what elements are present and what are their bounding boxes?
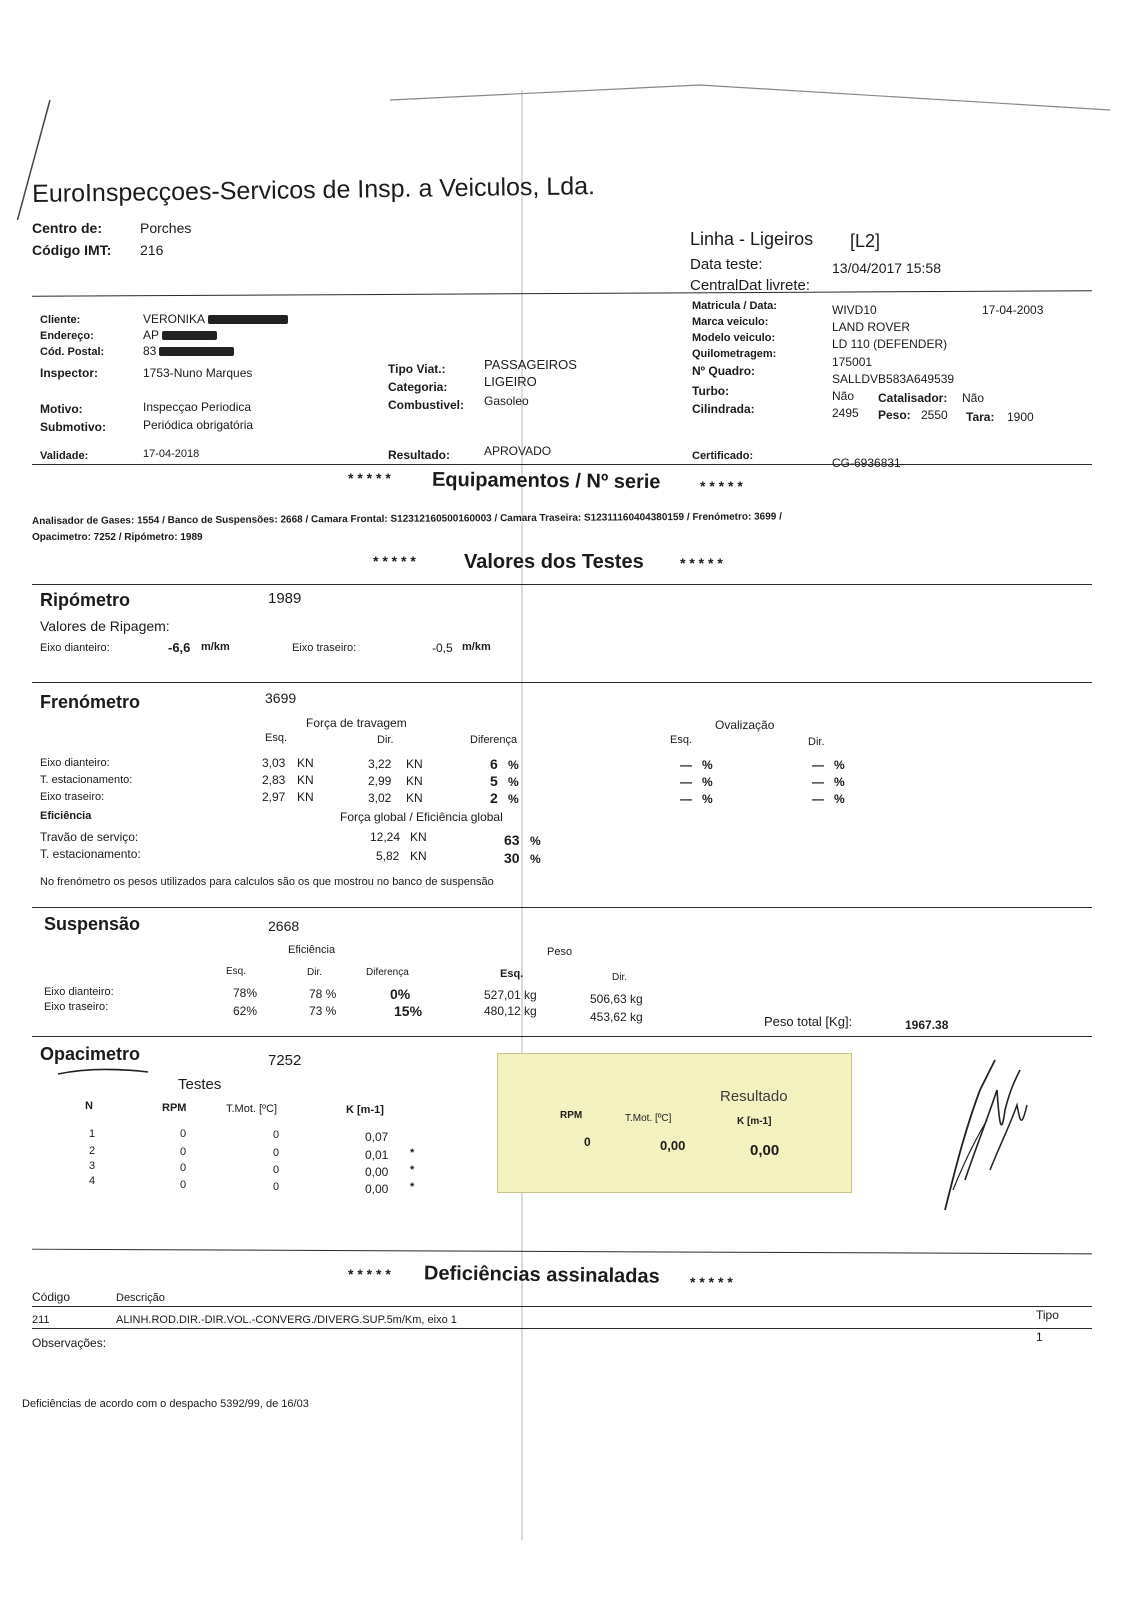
def-footer: Deficiências de acordo com o despacho 5392/99, de 16/03	[22, 1398, 309, 1410]
opac-result-title: Resultado	[720, 1088, 788, 1105]
opac-result-k-value: 0,00	[750, 1142, 780, 1159]
fren-row-oval-dir: —	[812, 792, 824, 806]
imt-label: Código IMT:	[32, 242, 112, 258]
postal-value: 83	[143, 344, 234, 358]
km-label: Quilometragem:	[692, 348, 777, 360]
fren-row-oval-dir-pct: %	[834, 792, 845, 806]
fren-ovalizacao-header: Ovalização	[715, 718, 775, 732]
opac-result-box	[497, 1053, 852, 1193]
fold-line	[521, 90, 523, 1540]
fren-row-esq: 2,97	[262, 790, 286, 804]
cliente-value: VERONIKA	[143, 312, 288, 326]
susp-row-dir: 73 %	[309, 1004, 337, 1018]
suspensao-title: Suspensão	[44, 914, 141, 934]
imt-value: 216	[140, 242, 164, 258]
matricula-value: WIVD10	[832, 303, 877, 317]
fren-diff-header: Diferença	[470, 734, 518, 746]
fren-row-oval-esq-pct: %	[702, 792, 713, 806]
resultado-label: Resultado:	[388, 448, 451, 462]
fren-global-header: Força global / Eficiência global	[340, 810, 503, 824]
susp-peso-header: Peso	[547, 946, 573, 958]
fren-esq-header: Esq.	[265, 732, 288, 744]
certificado-label: Certificado:	[692, 450, 754, 462]
fren-row-oval-dir: —	[812, 758, 824, 772]
catalisador-label: Catalisador:	[878, 391, 948, 405]
opac-row-rpm: 0	[180, 1128, 187, 1140]
inspector-value: 1753-Nuno Marques	[143, 366, 253, 380]
categoria-label: Categoria:	[388, 380, 448, 394]
fren-row-dir: 3,22	[368, 757, 392, 771]
susp-peso-total-value: 1967.38	[905, 1018, 949, 1032]
divider-client	[32, 464, 1092, 465]
divider-suspensao	[32, 907, 1092, 908]
fren-row-oval-dir-pct: %	[834, 775, 845, 789]
linha-code: [L2]	[850, 231, 881, 251]
fren-row-esq-unit: KN	[297, 756, 314, 770]
fren-oval-esq-header: Esq.	[670, 734, 693, 746]
fren-row-diff: 2	[490, 790, 498, 806]
redaction-bar	[162, 331, 217, 340]
susp-row-diff: 15%	[394, 1003, 423, 1019]
turbo-value: Não	[832, 389, 855, 403]
fren-row-oval-esq: —	[680, 758, 692, 772]
fren-row-esq-unit: KN	[297, 773, 314, 787]
fren-row-oval-esq: —	[680, 775, 692, 789]
fren-row-label: Eixo dianteiro:	[40, 757, 110, 769]
linha-label: Linha - Ligeiros	[690, 229, 814, 249]
opac-row-rpm: 0	[180, 1179, 187, 1191]
data-teste-label: Data teste:	[690, 256, 763, 273]
susp-row-dir: 78 %	[309, 987, 337, 1001]
fren-row-oval-esq: —	[680, 792, 692, 806]
def-descricao-label: Descrição	[116, 1292, 165, 1304]
susp-row-peso-esq: 480,12 kg	[484, 1004, 537, 1018]
fren-row-oval-dir: —	[812, 775, 824, 789]
opac-row-n: 2	[89, 1145, 96, 1157]
def-stars-right: * * * * *	[690, 1274, 733, 1290]
catalisador-value: Não	[962, 391, 985, 405]
divider-opacimetro	[32, 1036, 1092, 1037]
susp-row-label: Eixo dianteiro:	[44, 986, 114, 998]
opac-row-n: 4	[89, 1175, 96, 1187]
marca-label: Marca veiculo:	[692, 316, 769, 328]
opac-result-tmot-header: T.Mot. [ºC]	[625, 1113, 672, 1124]
opac-row-rpm: 0	[180, 1146, 187, 1158]
suspensao-serial: 2668	[268, 918, 300, 934]
fren-note: No frenómetro os pesos utilizados para calculos são os que mostrou no banco de suspensão	[40, 876, 494, 888]
rip-front-value: -6,6	[168, 640, 191, 655]
fren-row-oval-dir-pct: %	[834, 758, 845, 772]
fren-row-dir-unit: KN	[406, 791, 423, 805]
divider-ripometro	[32, 584, 1092, 585]
valores-title: Valores dos Testes	[464, 551, 644, 573]
rip-rear-value: -0,5	[432, 641, 453, 655]
divider-deficiencias	[32, 1249, 1092, 1255]
fren-row-esq: 2,83	[262, 773, 286, 787]
opac-row-mark: *	[410, 1147, 415, 1159]
validade-label: Validade:	[40, 450, 89, 462]
central-label: CentralDat livrete:	[690, 277, 811, 294]
data-teste-value: 13/04/2017 15:58	[832, 260, 941, 276]
opac-row-mark: *	[410, 1164, 415, 1176]
fren-row-oval-esq-pct: %	[702, 758, 713, 772]
opac-row-k: 0,01	[365, 1148, 389, 1162]
rip-rear-unit: m/km	[462, 641, 491, 653]
opac-row-tmot: 0	[273, 1164, 280, 1176]
divider-header	[32, 290, 1092, 297]
inspector-label: Inspector:	[40, 366, 99, 380]
fren-row-dir-unit: KN	[406, 757, 423, 771]
handwritten-signature	[935, 1050, 1045, 1220]
fren-estac-pct: %	[530, 852, 541, 866]
def-tipo-label: Tipo	[1036, 1308, 1059, 1322]
rip-front-unit: m/km	[201, 641, 230, 653]
opac-testes: Testes	[178, 1076, 222, 1093]
frenometro-serial: 3699	[265, 690, 297, 706]
susp-row-peso-esq: 527,01 kg	[484, 988, 537, 1002]
fren-forca-header: Força de travagem	[306, 716, 407, 730]
certificado-value: CG-6936831	[832, 456, 901, 470]
fren-row-oval-esq-pct: %	[702, 775, 713, 789]
opac-h-rpm: RPM	[162, 1102, 187, 1114]
redaction-bar	[159, 347, 234, 356]
validade-value: 17-04-2018	[143, 448, 200, 460]
opac-row-n: 3	[89, 1160, 96, 1172]
fren-servico-unit: KN	[410, 830, 427, 844]
fren-row-label: T. estacionamento:	[40, 774, 133, 786]
def-codigo-label: Código	[32, 1290, 71, 1304]
susp-diff-header: Diferença	[366, 967, 409, 978]
opac-row-k: 0,07	[365, 1130, 389, 1144]
opac-row-mark: *	[410, 1181, 415, 1193]
modelo-label: Modelo veiculo:	[692, 332, 776, 344]
opac-result-rpm-header: RPM	[560, 1110, 583, 1121]
modelo-value: LD 110 (DEFENDER)	[832, 337, 948, 351]
tara-value: 1900	[1007, 410, 1034, 424]
divider-frenometro	[32, 682, 1092, 683]
fren-estac-unit: KN	[410, 849, 427, 863]
opac-h-tmot: T.Mot. [ºC]	[226, 1103, 278, 1115]
susp-row-peso-dir: 506,63 kg	[590, 992, 643, 1006]
susp-peso-esq-header: Esq.	[500, 968, 524, 980]
cilindrada-label: Cilindrada:	[692, 402, 755, 416]
frenometro-title: Frenómetro	[40, 692, 141, 712]
def-stars-left: * * * * *	[348, 1266, 391, 1282]
fren-estac-forca: 5,82	[376, 849, 400, 863]
cilindrada-value: 2495	[832, 406, 859, 420]
combustivel-label: Combustivel:	[388, 398, 465, 412]
combustivel-value: Gasoleo	[484, 394, 529, 408]
fren-eficiencia-label: Eficiência	[40, 810, 92, 822]
opac-row-tmot: 0	[273, 1129, 280, 1141]
resultado-value: APROVADO	[484, 444, 552, 458]
ripometro-title: Ripómetro	[40, 590, 130, 610]
fren-row-esq-unit: KN	[297, 790, 314, 804]
fren-row-diff-pct: %	[508, 758, 519, 772]
susp-peso-total-label: Peso total [Kg]:	[764, 1014, 853, 1029]
fren-row-diff-pct: %	[508, 792, 519, 806]
def-tipo: 1	[1036, 1330, 1043, 1344]
centro-value: Porches	[140, 220, 192, 236]
tara-label: Tara:	[966, 410, 995, 424]
susp-row-esq: 78%	[233, 986, 258, 1000]
susp-esq-header: Esq.	[226, 966, 247, 977]
divider-def-header	[32, 1306, 1092, 1307]
def-desc: ALINH.ROD.DIR.-DIR.VOL.-CONVERG./DIVERG.SUP.5m/Km, eixo 1	[116, 1314, 457, 1326]
marca-value: LAND ROVER	[832, 320, 911, 334]
centro-label: Centro de:	[32, 220, 102, 236]
fren-dir-header: Dir.	[377, 734, 394, 746]
matricula-date: 17-04-2003	[982, 303, 1044, 317]
equipamentos-line2: Opacimetro: 7252 / Ripómetro: 1989	[32, 532, 203, 543]
redaction-bar	[208, 315, 288, 324]
fren-servico-label: Travão de serviço:	[40, 830, 139, 844]
opacimetro-title: Opacimetro	[40, 1044, 141, 1064]
fren-row-esq: 3,03	[262, 756, 286, 770]
fren-row-diff-pct: %	[508, 775, 519, 789]
fren-oval-dir-header: Dir.	[808, 736, 825, 748]
equipamentos-stars-right: * * * * *	[700, 478, 743, 494]
fren-row-diff: 5	[490, 773, 498, 789]
opac-row-tmot: 0	[273, 1147, 280, 1159]
peso-label: Peso:	[878, 408, 911, 422]
fren-servico-ef: 63	[504, 832, 520, 848]
motivo-label: Motivo:	[40, 402, 83, 416]
motivo-value: Inspecçao Periodica	[143, 400, 252, 414]
susp-row-diff: 0%	[390, 986, 411, 1002]
susp-row-peso-dir: 453,62 kg	[590, 1010, 643, 1024]
susp-row-esq: 62%	[233, 1004, 258, 1018]
opac-row-n: 1	[89, 1128, 96, 1140]
susp-row-label: Eixo traseiro:	[44, 1001, 109, 1013]
ripometro-sub: Valores de Ripagem:	[40, 618, 170, 634]
opac-h-k: K [m-1]	[346, 1104, 384, 1116]
opacimetro-serial: 7252	[268, 1052, 302, 1069]
endereco-label: Endereço:	[40, 330, 94, 342]
fren-servico-forca: 12,24	[370, 830, 401, 844]
susp-dir-header: Dir.	[307, 967, 322, 978]
tipo-label: Tipo Viat.:	[388, 362, 446, 376]
opac-row-k: 0,00	[365, 1182, 389, 1196]
opac-result-k-header: K [m-1]	[737, 1116, 772, 1127]
rip-front-label: Eixo dianteiro:	[40, 642, 110, 654]
categoria-value: LIGEIRO	[484, 374, 537, 389]
fren-row-dir-unit: KN	[406, 774, 423, 788]
opac-row-k: 0,00	[365, 1165, 389, 1179]
equipamentos-title: Equipamentos / Nº serie	[431, 468, 661, 494]
def-title: Deficiências assinaladas	[423, 1262, 660, 1288]
fren-estac-label: T. estacionamento:	[40, 847, 141, 861]
turbo-label: Turbo:	[692, 384, 730, 398]
fren-row-dir: 3,02	[368, 791, 392, 805]
endereco-value: AP	[143, 328, 217, 342]
equipamentos-line1: Analisador de Gases: 1554 / Banco de Suspensões: 2668 / Camara Frontal: S12312160500160003 / Camara Traseira: S12311160404380159 / Frenómetro: 3699 /	[32, 511, 782, 527]
susp-eficiencia-header: Eficiência	[288, 944, 336, 956]
fren-row-label: Eixo traseiro:	[40, 791, 105, 803]
equipamentos-stars-left: * * * * *	[348, 470, 391, 486]
peso-value: 2550	[921, 408, 948, 422]
fren-servico-pct: %	[530, 834, 541, 848]
ripometro-serial: 1989	[268, 590, 302, 607]
cliente-label: Cliente:	[40, 314, 81, 326]
matricula-label: Matricula / Data:	[692, 300, 777, 312]
valores-stars-right: * * * * *	[680, 555, 723, 571]
company-title: EuroInspecçoes-Servicos de Insp. a Veiculos, Lda.	[32, 172, 596, 208]
quadro-label: Nº Quadro:	[692, 364, 756, 378]
fren-estac-ef: 30	[504, 850, 520, 866]
opac-row-rpm: 0	[180, 1162, 187, 1174]
fren-row-diff: 6	[490, 756, 498, 772]
submotivo-label: Submotivo:	[40, 420, 106, 434]
opac-h-n: N	[85, 1100, 93, 1112]
opac-result-tmot-value: 0,00	[660, 1138, 686, 1153]
opac-row-tmot: 0	[273, 1181, 280, 1193]
km-value: 175001	[832, 355, 873, 369]
fren-row-dir: 2,99	[368, 774, 392, 788]
submotivo-value: Periódica obrigatória	[143, 418, 254, 432]
divider-def-row	[32, 1328, 1092, 1329]
tipo-value: PASSAGEIROS	[484, 357, 577, 372]
handwritten-underline	[56, 1062, 156, 1082]
postal-label: Cód. Postal:	[40, 346, 105, 358]
opac-result-rpm-value: 0	[584, 1135, 591, 1149]
def-observacoes: Observações:	[32, 1336, 107, 1350]
susp-peso-dir-header: Dir.	[612, 972, 627, 983]
valores-stars-left: * * * * *	[373, 553, 416, 569]
quadro-value: SALLDVB583A649539	[832, 372, 955, 386]
def-code: 211	[32, 1314, 50, 1326]
rip-rear-label: Eixo traseiro:	[292, 642, 357, 654]
